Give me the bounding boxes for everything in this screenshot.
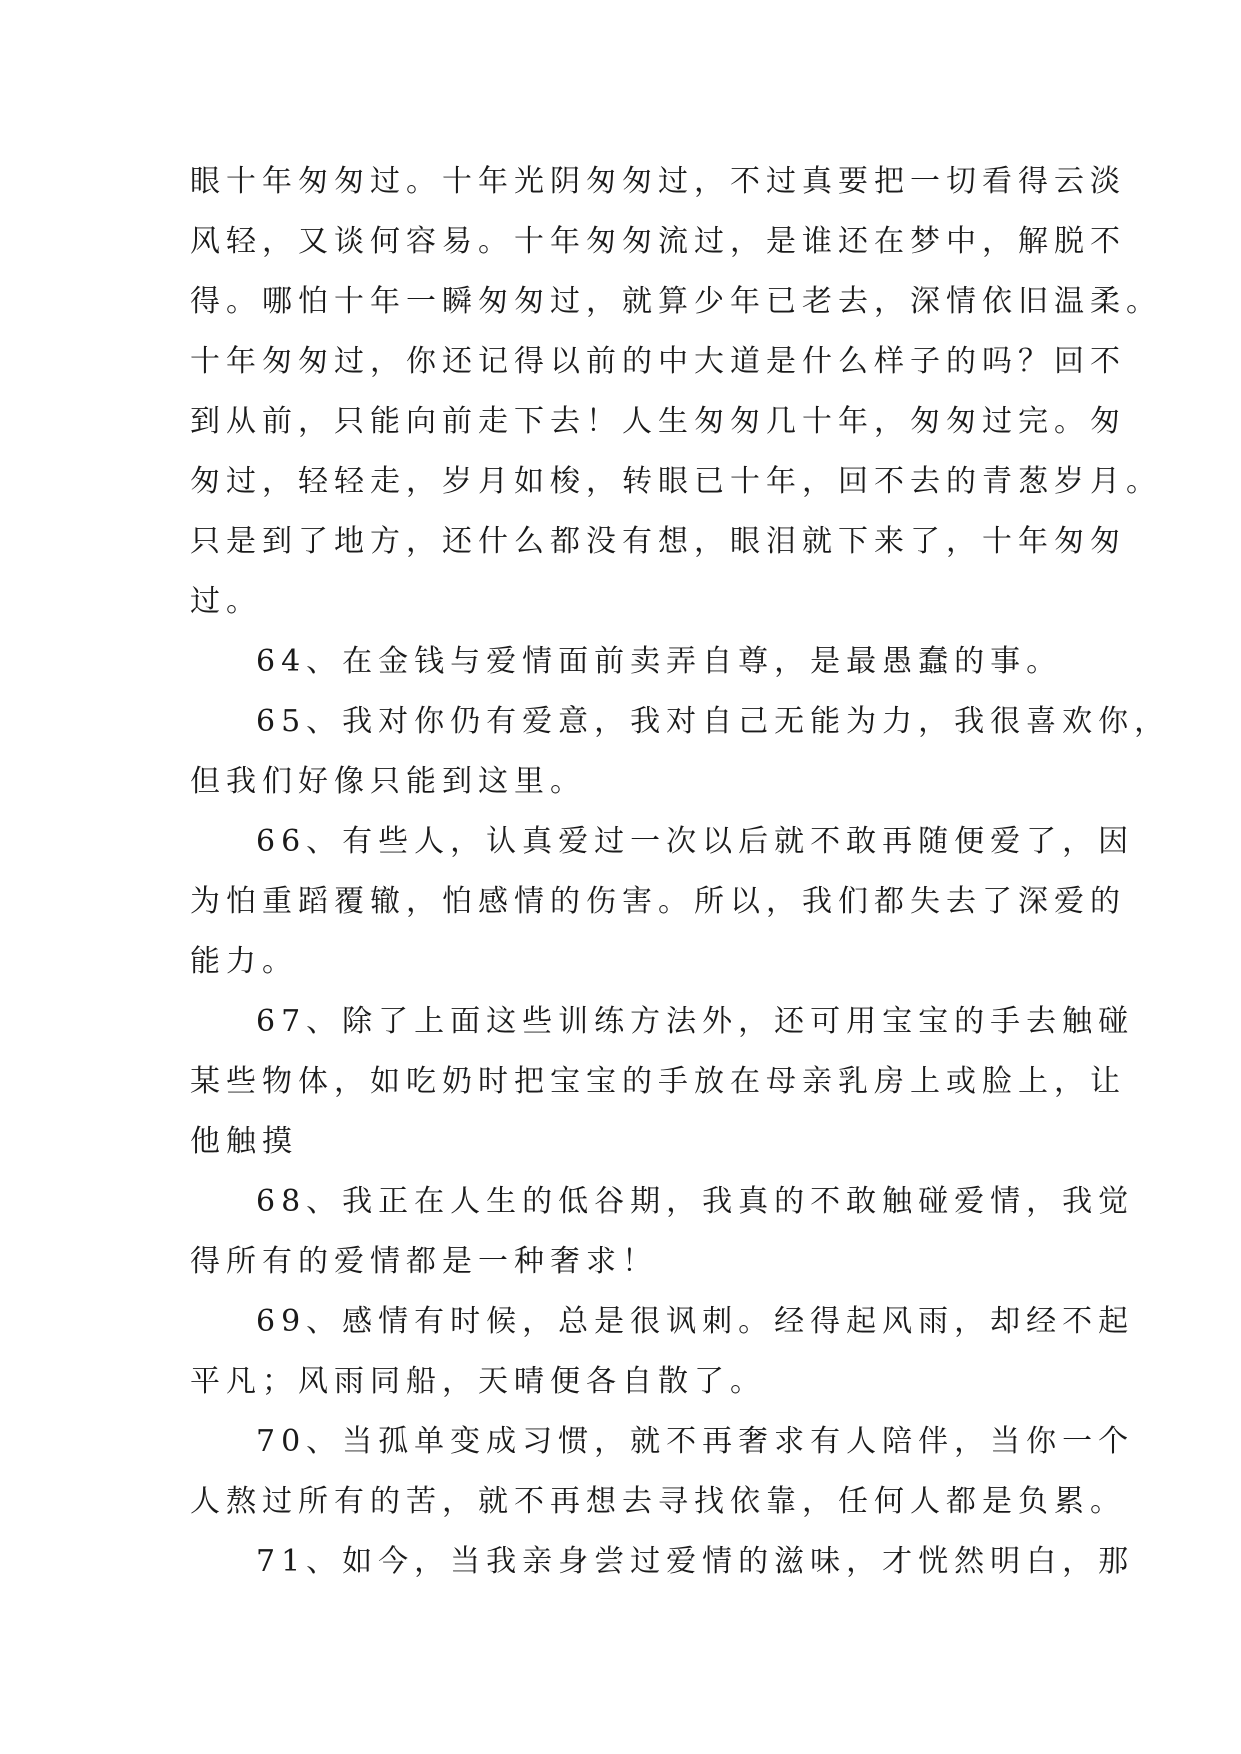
text-line: 只是到了地方，还什么都没有想，眼泪就下来了，十年匆匆 [190, 524, 1126, 559]
text-line: 十年匆匆过，你还记得以前的中大道是什么样子的吗？回不 [190, 344, 1126, 379]
text-line: 匆过，轻轻走，岁月如梭，转眼已十年，回不去的青葱岁月。 [190, 464, 1162, 499]
paragraph-68: 68、我正在人生的低谷期，我真的不敢触碰爱情，我觉 [256, 1184, 1135, 1219]
paragraph-69: 69、感情有时候，总是很讽刺。经得起风雨，却经不起 [256, 1304, 1135, 1339]
paragraph-70: 70、当孤单变成习惯，就不再奢求有人陪伴，当你一个 [256, 1424, 1135, 1459]
body-text [190, 152, 1171, 1592]
text-line: 得。哪怕十年一瞬匆匆过，就算少年已老去，深情依旧温柔。 [190, 284, 1162, 319]
text-line: 他触摸 [190, 1124, 298, 1159]
paragraph-71: 71、如今，当我亲身尝过爱情的滋味，才恍然明白，那 [256, 1544, 1135, 1579]
text-line: 得所有的爱情都是一种奢求！ [190, 1244, 658, 1279]
text-line: 人熬过所有的苦，就不再想去寻找依靠，任何人都是负累。 [190, 1484, 1126, 1519]
text-line: 到从前，只能向前走下去！人生匆匆几十年，匆匆过完。匆 [190, 404, 1126, 439]
paragraph-67: 67、除了上面这些训练方法外，还可用宝宝的手去触碰 [256, 1004, 1135, 1039]
paragraph-64: 64、在金钱与爱情面前卖弄自尊，是最愚蠢的事。 [256, 644, 1063, 679]
text-line: 平凡；风雨同船，天晴便各自散了。 [190, 1364, 766, 1399]
text-line: 为怕重蹈覆辙，怕感情的伤害。所以，我们都失去了深爱的 [190, 884, 1126, 919]
text-line: 某些物体，如吃奶时把宝宝的手放在母亲乳房上或脸上，让 [190, 1064, 1126, 1099]
paragraph-66: 66、有些人，认真爱过一次以后就不敢再随便爱了，因 [256, 824, 1135, 859]
text-line: 但我们好像只能到这里。 [190, 764, 586, 799]
text-line: 眼十年匆匆过。十年光阴匆匆过，不过真要把一切看得云淡 [190, 164, 1126, 199]
paragraph-65: 65、我对你仍有爱意，我对自己无能为力，我很喜欢你， [256, 704, 1171, 739]
text-line: 风轻，又谈何容易。十年匆匆流过，是谁还在梦中，解脱不 [190, 224, 1126, 259]
text-line: 能力。 [190, 944, 298, 979]
text-line: 过。 [190, 584, 262, 619]
